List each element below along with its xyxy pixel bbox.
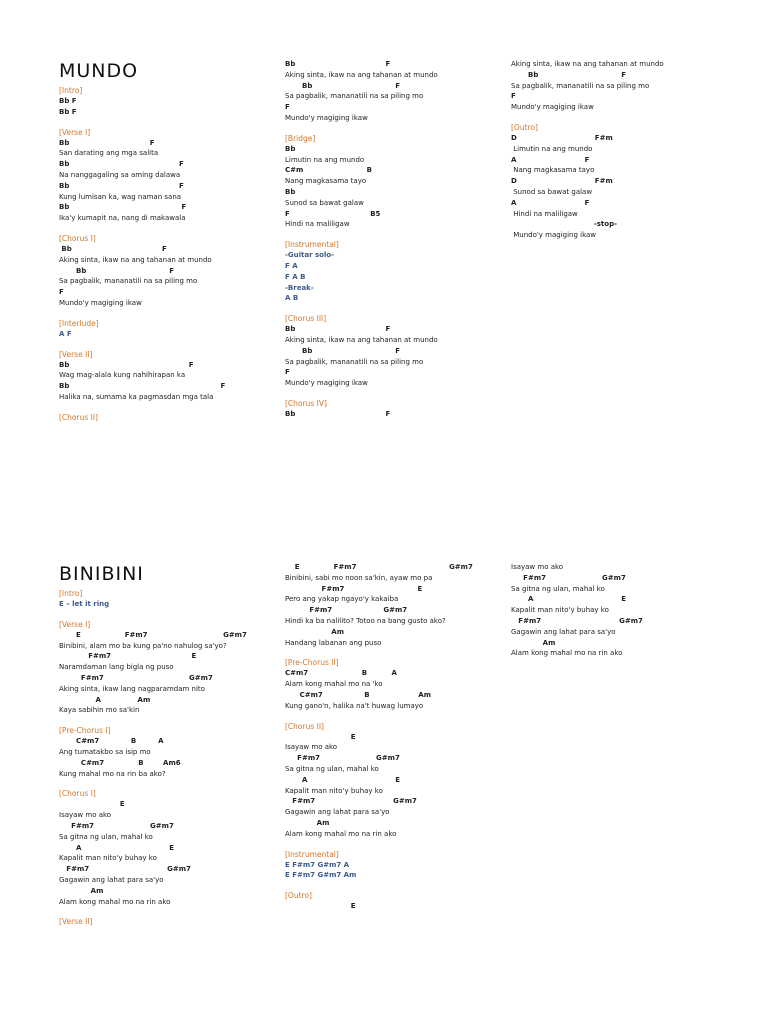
chord-line: Bb F xyxy=(285,346,401,355)
chord-line: F#m7 G#m7 xyxy=(285,606,408,615)
lyric-line: Isayaw mo ako xyxy=(511,563,564,571)
section-label: [Chorus IV] xyxy=(285,398,327,408)
chord-line: A E xyxy=(511,595,626,604)
chord-line: F A B xyxy=(285,272,306,281)
song-section xyxy=(285,398,500,420)
section-label: [Verse I] xyxy=(59,127,91,137)
chord-line: Bb F xyxy=(59,244,167,253)
lyric-line: Naramdaman lang bigla ng puso xyxy=(59,663,174,672)
lyric-line: Sa pagbalik, mananatili na sa piling mo xyxy=(285,357,424,366)
section-label: [Pre-Chorus II] xyxy=(285,658,339,668)
chord-line: F xyxy=(59,288,64,297)
lyric-line: Sa pagbalik, mananatili na sa piling mo xyxy=(511,81,650,90)
section-label: [Outro] xyxy=(511,122,538,132)
chord-line: A E xyxy=(59,843,174,852)
section-label: [Chorus I] xyxy=(59,233,96,243)
chord-line: Bb F xyxy=(59,97,77,105)
lyric-line: Aking sinta, ikaw na ang tahanan at mundo xyxy=(285,335,438,344)
binibini-column-1 xyxy=(59,563,274,927)
song-section xyxy=(59,588,274,610)
song-section xyxy=(59,725,274,779)
lyric-line: Mundo'y magiging ikaw xyxy=(285,379,368,388)
chord-line: Bb xyxy=(285,144,296,153)
lyric-line: Sa gitna ng ulan, mahal ko xyxy=(59,832,153,841)
chord-line: C#m7 B Am6 xyxy=(59,758,181,767)
chord-line: F#m7 G#m7 xyxy=(511,616,643,625)
mundo-column-3 xyxy=(511,59,726,241)
chord-line: Bb F xyxy=(59,160,184,169)
lyric-line: Gagawin ang lahat para sa'yo xyxy=(285,808,390,817)
song-section xyxy=(285,562,500,648)
section-label: [Chorus I] xyxy=(59,789,96,799)
chord-line: A F xyxy=(59,329,72,338)
chord-line: F#m7 G#m7 xyxy=(511,573,626,582)
lyric-line: Mundo'y magiging ikaw xyxy=(59,298,142,307)
chord-line: C#m7 B Am xyxy=(285,690,432,699)
lyric-line: Sa pagbalik, mananatili na sa piling mo xyxy=(285,92,424,101)
chord-line: Bb xyxy=(285,187,296,196)
lyric-line: Pero ang yakap ngayo'y kakaiba xyxy=(285,595,399,604)
chord-line: Bb F xyxy=(59,203,187,212)
chord-line: Am xyxy=(285,627,345,636)
chord-line: -Guitar solo- xyxy=(285,251,335,260)
chord-line: F xyxy=(511,92,516,101)
chord-line: Bb F xyxy=(285,325,391,334)
section-label: [Intro] xyxy=(59,589,83,598)
song-title: MUNDO xyxy=(59,60,139,82)
chord-line: E F#m7 G#m7 A xyxy=(285,860,350,869)
song-section xyxy=(511,122,726,241)
lyric-line: Sa gitna ng ulan, mahal ko xyxy=(285,764,379,773)
song-section xyxy=(59,349,274,403)
chord-line: Bb F xyxy=(59,181,184,190)
lyric-line: Alam kong mahal mo na rin ako xyxy=(59,897,171,906)
chord-line: Bb F xyxy=(59,266,175,275)
lyric-line: Sunod sa bawat galaw xyxy=(285,198,364,207)
binibini-column-2 xyxy=(285,562,500,912)
lyric-line: Sa pagbalik, mananatili na sa piling mo xyxy=(59,277,198,286)
song-section xyxy=(285,313,500,389)
lyric-line: Mundo'y magiging ikaw xyxy=(511,231,597,240)
chord-line: F B5 xyxy=(285,209,381,218)
chord-line: E xyxy=(285,732,356,741)
lyric-line: Alam kong mahal mo na rin ako xyxy=(511,649,623,658)
chord-line: -Break- xyxy=(285,283,314,292)
section-label: [Outro] xyxy=(285,891,312,901)
lyric-line: Kapalit man nito'y buhay ko xyxy=(285,786,383,795)
section-label: [Verse II] xyxy=(59,349,93,359)
chord-line: Bb F xyxy=(285,60,391,68)
section-label: [Bridge] xyxy=(285,133,316,143)
lyric-line: Aking sinta, ikaw na ang tahanan at mundo xyxy=(511,60,664,68)
lyric-line: Handang labanan ang puso xyxy=(285,638,382,647)
chord-line: F#m7 G#m7 xyxy=(59,821,174,830)
lyric-line: Aking sinta, ikaw na ang tahanan at mundo xyxy=(285,70,438,79)
chord-line: A F xyxy=(511,198,590,207)
chord-line: F#m7 G#m7 xyxy=(285,754,400,763)
chord-line: Bb F xyxy=(59,138,155,147)
song-section xyxy=(59,412,274,423)
chord-line: Bb F xyxy=(511,70,627,79)
chord-line: Bb F xyxy=(285,81,401,90)
lyric-line: Limutin na ang mundo xyxy=(511,144,593,153)
song-section xyxy=(59,85,274,118)
section-label: [Chorus II] xyxy=(285,721,324,731)
chord-line: Am xyxy=(285,818,330,827)
lyric-line: Ika'y kumapit na, nang di makawala xyxy=(59,214,186,223)
chord-line: -stop- xyxy=(511,220,618,229)
chord-line: F#m7 G#m7 xyxy=(59,865,191,874)
chord-line: A B xyxy=(285,294,299,303)
lyric-line: San darating ang mga salita xyxy=(59,149,159,158)
song-section xyxy=(59,916,274,927)
lyric-line: Kung lumisan ka, wag naman sana xyxy=(59,192,182,201)
song-section xyxy=(511,562,726,659)
chord-line: E – let it ring xyxy=(59,600,110,608)
chord-line: F#m7 G#m7 xyxy=(285,797,417,806)
lyric-line: Kung gano'n, halika na't huwag lumayo xyxy=(285,701,424,710)
lyric-line: Nang magkasama tayo xyxy=(511,166,595,175)
chord-line: F A xyxy=(285,261,298,270)
chord-line: C#m7 B A xyxy=(59,737,164,746)
chord-line: C#m7 B A xyxy=(285,669,397,678)
mundo-column-2 xyxy=(285,59,500,420)
section-label: [Interlude] xyxy=(59,318,99,328)
song-section xyxy=(285,890,500,912)
chord-line: Bb F xyxy=(59,107,77,116)
lyric-line: Sunod sa bawat galaw xyxy=(511,187,593,196)
lyric-line: Sa gitna ng ulan, mahal ko xyxy=(511,584,605,593)
section-label: [Verse I] xyxy=(59,619,91,629)
lyric-line: Ang tumatakbo sa isip mo xyxy=(59,747,151,756)
song-section xyxy=(285,133,500,230)
lyric-line: Wag mag-alala kung nahihirapan ka xyxy=(59,371,186,380)
chord-line: F#m7 G#m7 xyxy=(59,673,213,682)
section-label: [Instrumental] xyxy=(285,240,339,250)
chord-line: Am xyxy=(511,638,556,647)
chord-line: E F#m7 G#m7 Am xyxy=(285,871,357,880)
song-section xyxy=(511,59,726,113)
song-section xyxy=(59,233,274,309)
lyric-line: Limutin na ang mundo xyxy=(285,155,365,164)
lyric-line: Mundo'y magiging ikaw xyxy=(511,103,594,112)
lyric-line: Kapalit man nito'y buhay ko xyxy=(59,854,157,863)
chord-line: F#m7 E xyxy=(285,584,423,593)
lyric-line: Alam kong mahal mo na 'ko xyxy=(285,680,383,689)
chord-line: F xyxy=(285,103,290,112)
lyric-line: Hindi na maliligaw xyxy=(285,220,350,229)
chord-line: E F#m7 G#m7 xyxy=(285,563,473,571)
lyric-line: Isayaw mo ako xyxy=(59,811,112,820)
song-section xyxy=(285,239,500,304)
chord-line: F xyxy=(285,368,290,377)
section-label: [Pre-Chorus I] xyxy=(59,726,111,736)
song-section xyxy=(285,849,500,882)
chord-line: E F#m7 G#m7 xyxy=(59,630,247,639)
chord-line: D F#m xyxy=(511,177,613,186)
chord-line: Bb F xyxy=(59,382,226,391)
song-section xyxy=(59,619,274,716)
song-section xyxy=(285,59,500,124)
song-section xyxy=(285,657,500,711)
chord-line: F#m7 E xyxy=(59,652,197,661)
chord-line: Bb F xyxy=(59,360,194,369)
lyric-line: Hindi ka ba nalilito? Totoo na bang gusto ako? xyxy=(285,616,446,625)
lyric-line: Kaya sabihin mo sa'kin xyxy=(59,706,140,715)
chord-line: E xyxy=(285,902,356,911)
lyric-line: Gagawin ang lahat para sa'yo xyxy=(511,627,616,636)
lyric-line: Mundo'y magiging ikaw xyxy=(285,113,368,122)
lyric-line: Nang magkasama tayo xyxy=(285,177,367,186)
section-label: [Verse II] xyxy=(59,917,93,927)
chord-line: A F xyxy=(511,155,590,164)
lyric-line: Halika na, sumama ka pagmasdan mga tala xyxy=(59,392,214,401)
lyric-line: Aking sinta, ikaw lang nagparamdam nito xyxy=(59,684,205,693)
song-section xyxy=(285,721,500,840)
lyric-line: Hindi na maliligaw xyxy=(511,209,578,218)
chord-line: Am xyxy=(59,886,104,895)
song-title: BINIBINI xyxy=(59,563,144,585)
chord-line: Bb F xyxy=(285,409,391,418)
section-label: [Chorus II] xyxy=(59,412,98,422)
lyric-line: Binibini, alam mo ba kung pa'no nahulog sa'yo? xyxy=(59,641,227,650)
song-section xyxy=(59,788,274,907)
lyric-line: Isayaw mo ako xyxy=(285,743,338,752)
section-label: [Instrumental] xyxy=(285,849,339,859)
chord-line: A E xyxy=(285,775,400,784)
lyric-line: Na nanggagaling sa aming dalawa xyxy=(59,170,181,179)
lyric-line: Kung mahal mo na rin ba ako? xyxy=(59,769,166,778)
lyric-line: Kapalit man nito'y buhay ko xyxy=(511,606,609,615)
song-section xyxy=(59,127,274,224)
chord-line: A Am xyxy=(59,695,151,704)
lyric-line: Binibini, sabi mo noon sa'kin, ayaw mo pa xyxy=(285,573,433,582)
section-label: [Chorus III] xyxy=(285,314,327,324)
song-section xyxy=(59,318,274,340)
chord-line: C#m B xyxy=(285,166,372,175)
lyric-line: Gagawin ang lahat para sa'yo xyxy=(59,875,164,884)
lyric-line: Aking sinta, ikaw na ang tahanan at mundo xyxy=(59,255,212,264)
chord-line: D F#m xyxy=(511,133,613,142)
section-label: [Intro] xyxy=(59,86,83,95)
chord-line: E xyxy=(59,800,125,809)
lyric-line: Alam kong mahal mo na rin ako xyxy=(285,829,397,838)
binibini-column-3 xyxy=(511,562,726,659)
mundo-column-1 xyxy=(59,60,274,423)
